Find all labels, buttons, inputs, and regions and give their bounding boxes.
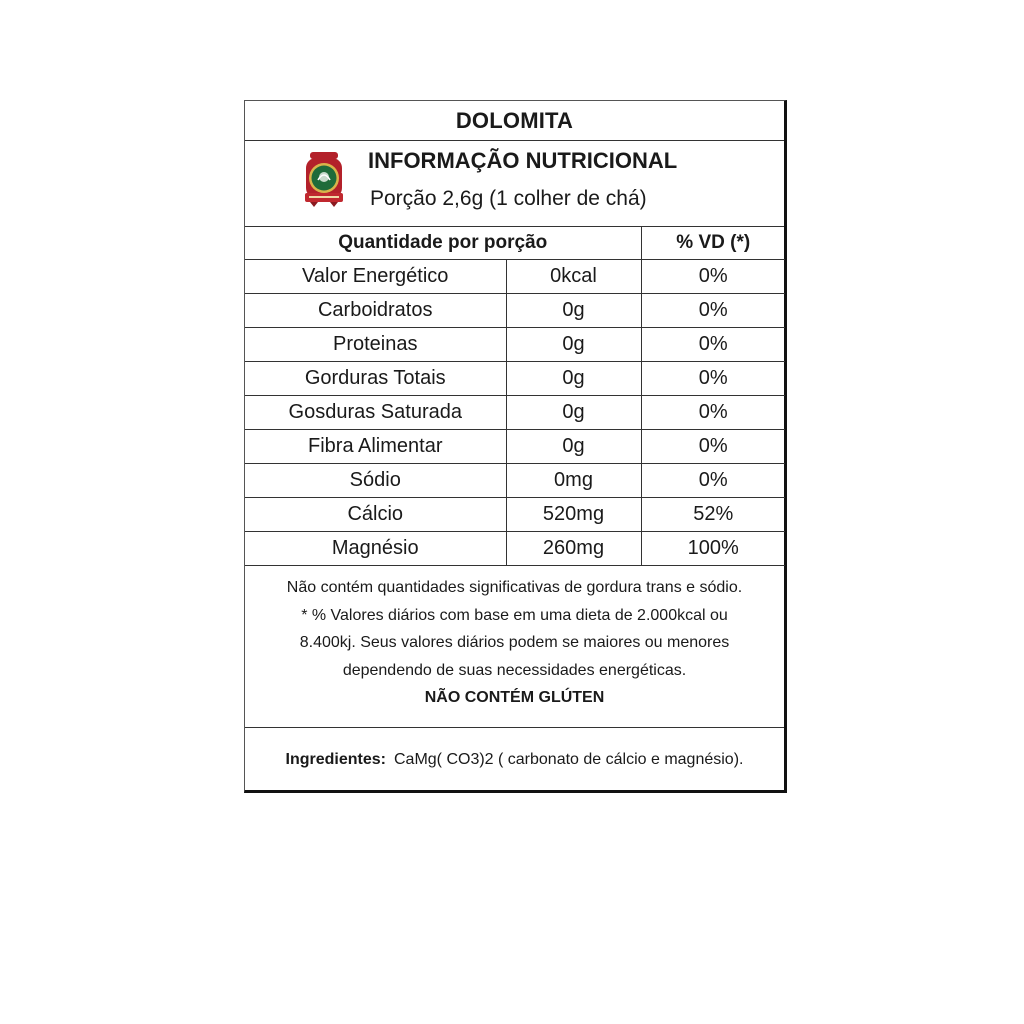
nutrient-amount: 260mg bbox=[506, 532, 641, 566]
table-row bbox=[245, 260, 785, 294]
note-line: Não contém quantidades significativas de gordura trans e sódio. bbox=[286, 579, 743, 596]
nutrient-name: Fibra Alimentar bbox=[245, 430, 506, 464]
table-row bbox=[245, 498, 785, 532]
nutrition-label bbox=[244, 100, 787, 793]
nutrient-vd: 100% bbox=[641, 532, 785, 566]
portion-size: Porção 2,6g (1 colher de chá) bbox=[370, 187, 647, 210]
note-line: 8.400kj. Seus valores diários podem se maiores ou menores bbox=[299, 634, 730, 651]
nutrient-name: Proteinas bbox=[245, 328, 506, 362]
nutrient-vd: 0% bbox=[641, 260, 785, 294]
nutrient-vd: 0% bbox=[641, 396, 785, 430]
header-quantity: Quantidade por porção bbox=[245, 226, 641, 260]
table-header-row bbox=[245, 226, 785, 260]
nutrient-amount: 0g bbox=[506, 328, 641, 362]
gluten-free-notice: NÃO CONTÉM GLÚTEN bbox=[424, 689, 605, 706]
nutrient-vd: 0% bbox=[641, 464, 785, 498]
product-seal-graphic bbox=[303, 150, 345, 208]
nutrient-amount: 0mg bbox=[506, 464, 641, 498]
nutrition-info-header bbox=[245, 140, 784, 227]
nutrient-vd: 0% bbox=[641, 294, 785, 328]
nutrition-notes bbox=[245, 568, 784, 728]
table-row bbox=[245, 464, 785, 498]
nutrient-name: Cálcio bbox=[245, 498, 506, 532]
note-line: dependendo de suas necessidades energéticas. bbox=[342, 661, 687, 679]
nutrient-vd: 52% bbox=[641, 498, 785, 532]
table-row bbox=[245, 294, 785, 328]
table-row bbox=[245, 532, 785, 566]
table-row bbox=[245, 328, 785, 362]
nutrition-table bbox=[245, 226, 785, 566]
nutrient-name: Gorduras Totais bbox=[245, 362, 506, 396]
nutrient-vd: 0% bbox=[641, 362, 785, 396]
nutrient-name: Valor Energético bbox=[245, 260, 506, 294]
nutrient-amount: 0g bbox=[506, 430, 641, 464]
nutrient-name: Carboidratos bbox=[245, 294, 506, 328]
nutrient-amount: 0kcal bbox=[506, 260, 641, 294]
ingredients-label: Ingredientes: bbox=[285, 750, 386, 768]
nutrient-vd: 0% bbox=[641, 430, 785, 464]
table-row bbox=[245, 396, 785, 430]
ingredients-row bbox=[245, 728, 784, 791]
nutrient-name: Magnésio bbox=[245, 532, 506, 566]
nutrient-amount: 520mg bbox=[506, 498, 641, 532]
note-line: * % Valores diários com base em uma dieta de 2.000kcal ou bbox=[301, 606, 728, 624]
table-row bbox=[245, 362, 785, 396]
nutrient-name: Gosduras Saturada bbox=[245, 396, 506, 430]
table-row bbox=[245, 430, 785, 464]
nutrient-amount: 0g bbox=[506, 294, 641, 328]
nutrient-amount: 0g bbox=[506, 396, 641, 430]
nutrient-amount: 0g bbox=[506, 362, 641, 396]
nutrition-info-title: INFORMAÇÃO NUTRICIONAL bbox=[368, 148, 678, 173]
nutrient-vd: 0% bbox=[641, 328, 785, 362]
nutrient-name: Sódio bbox=[245, 464, 506, 498]
header-vd: % VD (*) bbox=[641, 226, 785, 260]
product-title: DOLOMITA bbox=[245, 101, 784, 141]
ingredients-text: CaMg( CO3)2 ( carbonato de cálcio e magnésio). bbox=[393, 750, 744, 768]
product-seal-icon bbox=[303, 150, 345, 208]
